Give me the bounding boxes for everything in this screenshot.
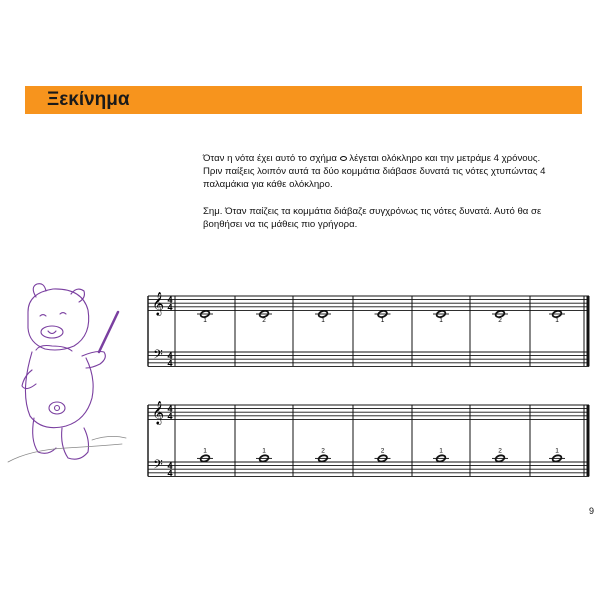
system-2 — [148, 400, 590, 478]
fingering-number: 1 — [555, 317, 559, 324]
fingering-number: 1 — [262, 447, 266, 455]
treble-time-signature-top: 4 — [167, 404, 173, 414]
bass-clef-icon: 𝄢 — [153, 457, 163, 475]
bass-clef-icon: 𝄢 — [153, 347, 163, 365]
fingering-number: 2 — [498, 317, 502, 324]
bass-time-signature-bottom: 4 — [167, 358, 173, 369]
treble-clef-icon: 𝄞 — [152, 400, 164, 424]
intro-text-before-glyph: Όταν η νότα έχει αυτό το σχήμα — [203, 153, 337, 164]
fingering-number: 1 — [321, 317, 325, 324]
bass-time-signature-top: 4 — [167, 461, 173, 471]
system-1 — [148, 291, 590, 368]
page-title: Ξεκίνημα — [47, 89, 130, 110]
fingering-number: 2 — [498, 447, 502, 455]
treble-time-signature-bottom: 4 — [167, 302, 173, 313]
fingering-number: 1 — [380, 317, 385, 324]
fingering-number: 1 — [555, 447, 559, 455]
bear-conductor-illustration — [8, 284, 126, 462]
fingering-number: 2 — [262, 317, 266, 324]
fingering-number: 1 — [203, 447, 207, 455]
page-number: 9 — [589, 506, 595, 516]
fingering-number: 2 — [380, 447, 385, 455]
treble-clef-icon: 𝄞 — [152, 291, 164, 315]
intro-line-2: Πριν παίξεις λοιπόν αυτά τα δύο κομμάτια διάβασε δυνατά τις νότες χτυπώντας 4 — [203, 166, 546, 177]
final-barline-thick — [587, 405, 590, 476]
treble-time-signature-top: 4 — [167, 295, 173, 305]
final-barline-thick — [587, 296, 590, 366]
fingering-number: 2 — [321, 447, 325, 455]
intro-line-3: παλαμάκια για κάθε ολόκληρο. — [203, 179, 333, 190]
intro-text-after-glyph: λέγεται ολόκληρο και την μετράμε 4 χρόνους. — [349, 153, 541, 164]
bass-time-signature-bottom: 4 — [167, 468, 173, 479]
fingering-number: 1 — [439, 447, 443, 455]
bass-time-signature-top: 4 — [167, 351, 173, 361]
baton-icon — [99, 312, 118, 352]
note-line-2: βοηθήσει να τις μάθεις πιο γρήγορα. — [203, 219, 358, 230]
treble-time-signature-bottom: 4 — [167, 411, 173, 422]
fingering-number: 1 — [203, 317, 207, 324]
fingering-number: 1 — [439, 317, 443, 324]
note-line-1: Σημ. Όταν παίζεις τα κομμάτια διάβαζε συγχρόνως τις νότες δυνατά. Αυτό θα σε — [203, 206, 542, 217]
